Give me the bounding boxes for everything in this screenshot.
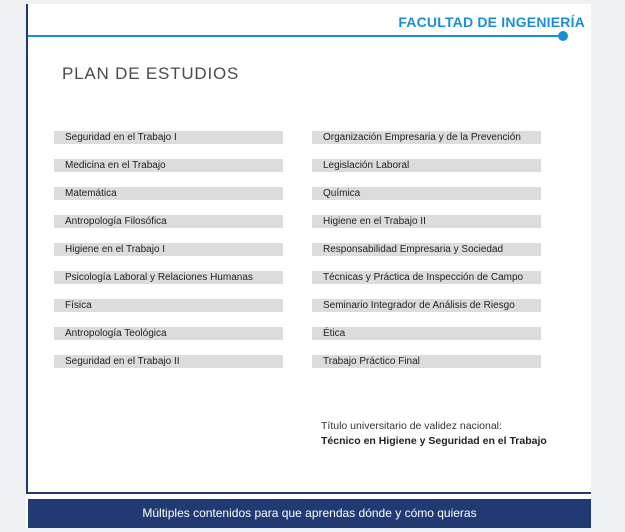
subject-item: Técnicas y Práctica de Inspección de Campo xyxy=(312,271,541,284)
subject-item: Higiene en el Trabajo II xyxy=(312,215,541,228)
subject-item: Antropología Teológica xyxy=(54,327,283,340)
subject-item: Matemática xyxy=(54,187,283,200)
subject-item: Seguridad en el Trabajo I xyxy=(54,131,283,144)
faculty-title: FACULTAD DE INGENIERÍA xyxy=(398,14,585,30)
footer-banner: Múltiples contenidos para que aprendas dónde y cómo quieras xyxy=(28,499,591,528)
left-rule xyxy=(26,4,28,494)
subject-item: Responsabilidad Empresaria y Sociedad xyxy=(312,243,541,256)
subject-item: Organización Empresaria y de la Prevención xyxy=(312,131,541,144)
subject-item: Ética xyxy=(312,327,541,340)
page-title: PLAN DE ESTUDIOS xyxy=(62,64,240,83)
subject-item: Higiene en el Trabajo I xyxy=(54,243,283,256)
subject-item: Trabajo Práctico Final xyxy=(312,355,541,368)
degree-name: Técnico en Higiene y Seguridad en el Trabajo xyxy=(321,435,547,447)
footer-divider xyxy=(28,492,591,494)
subject-item: Física xyxy=(54,299,283,312)
subject-item: Química xyxy=(312,187,541,200)
subject-item: Antropología Filosófica xyxy=(54,215,283,228)
header-divider xyxy=(28,35,562,37)
subjects-right-column xyxy=(312,131,541,383)
subject-item: Legislación Laboral xyxy=(312,159,541,172)
degree-note: Título universitario de validez nacional: xyxy=(321,420,502,432)
subject-item: Psicología Laboral y Relaciones Humanas xyxy=(54,271,283,284)
subject-item: Medicina en el Trabajo xyxy=(54,159,283,172)
header-dot xyxy=(558,31,568,41)
subject-item: Seminario Integrador de Análisis de Riesgo xyxy=(312,299,541,312)
subjects-left-column xyxy=(54,131,283,383)
subject-item: Seguridad en el Trabajo II xyxy=(54,355,283,368)
